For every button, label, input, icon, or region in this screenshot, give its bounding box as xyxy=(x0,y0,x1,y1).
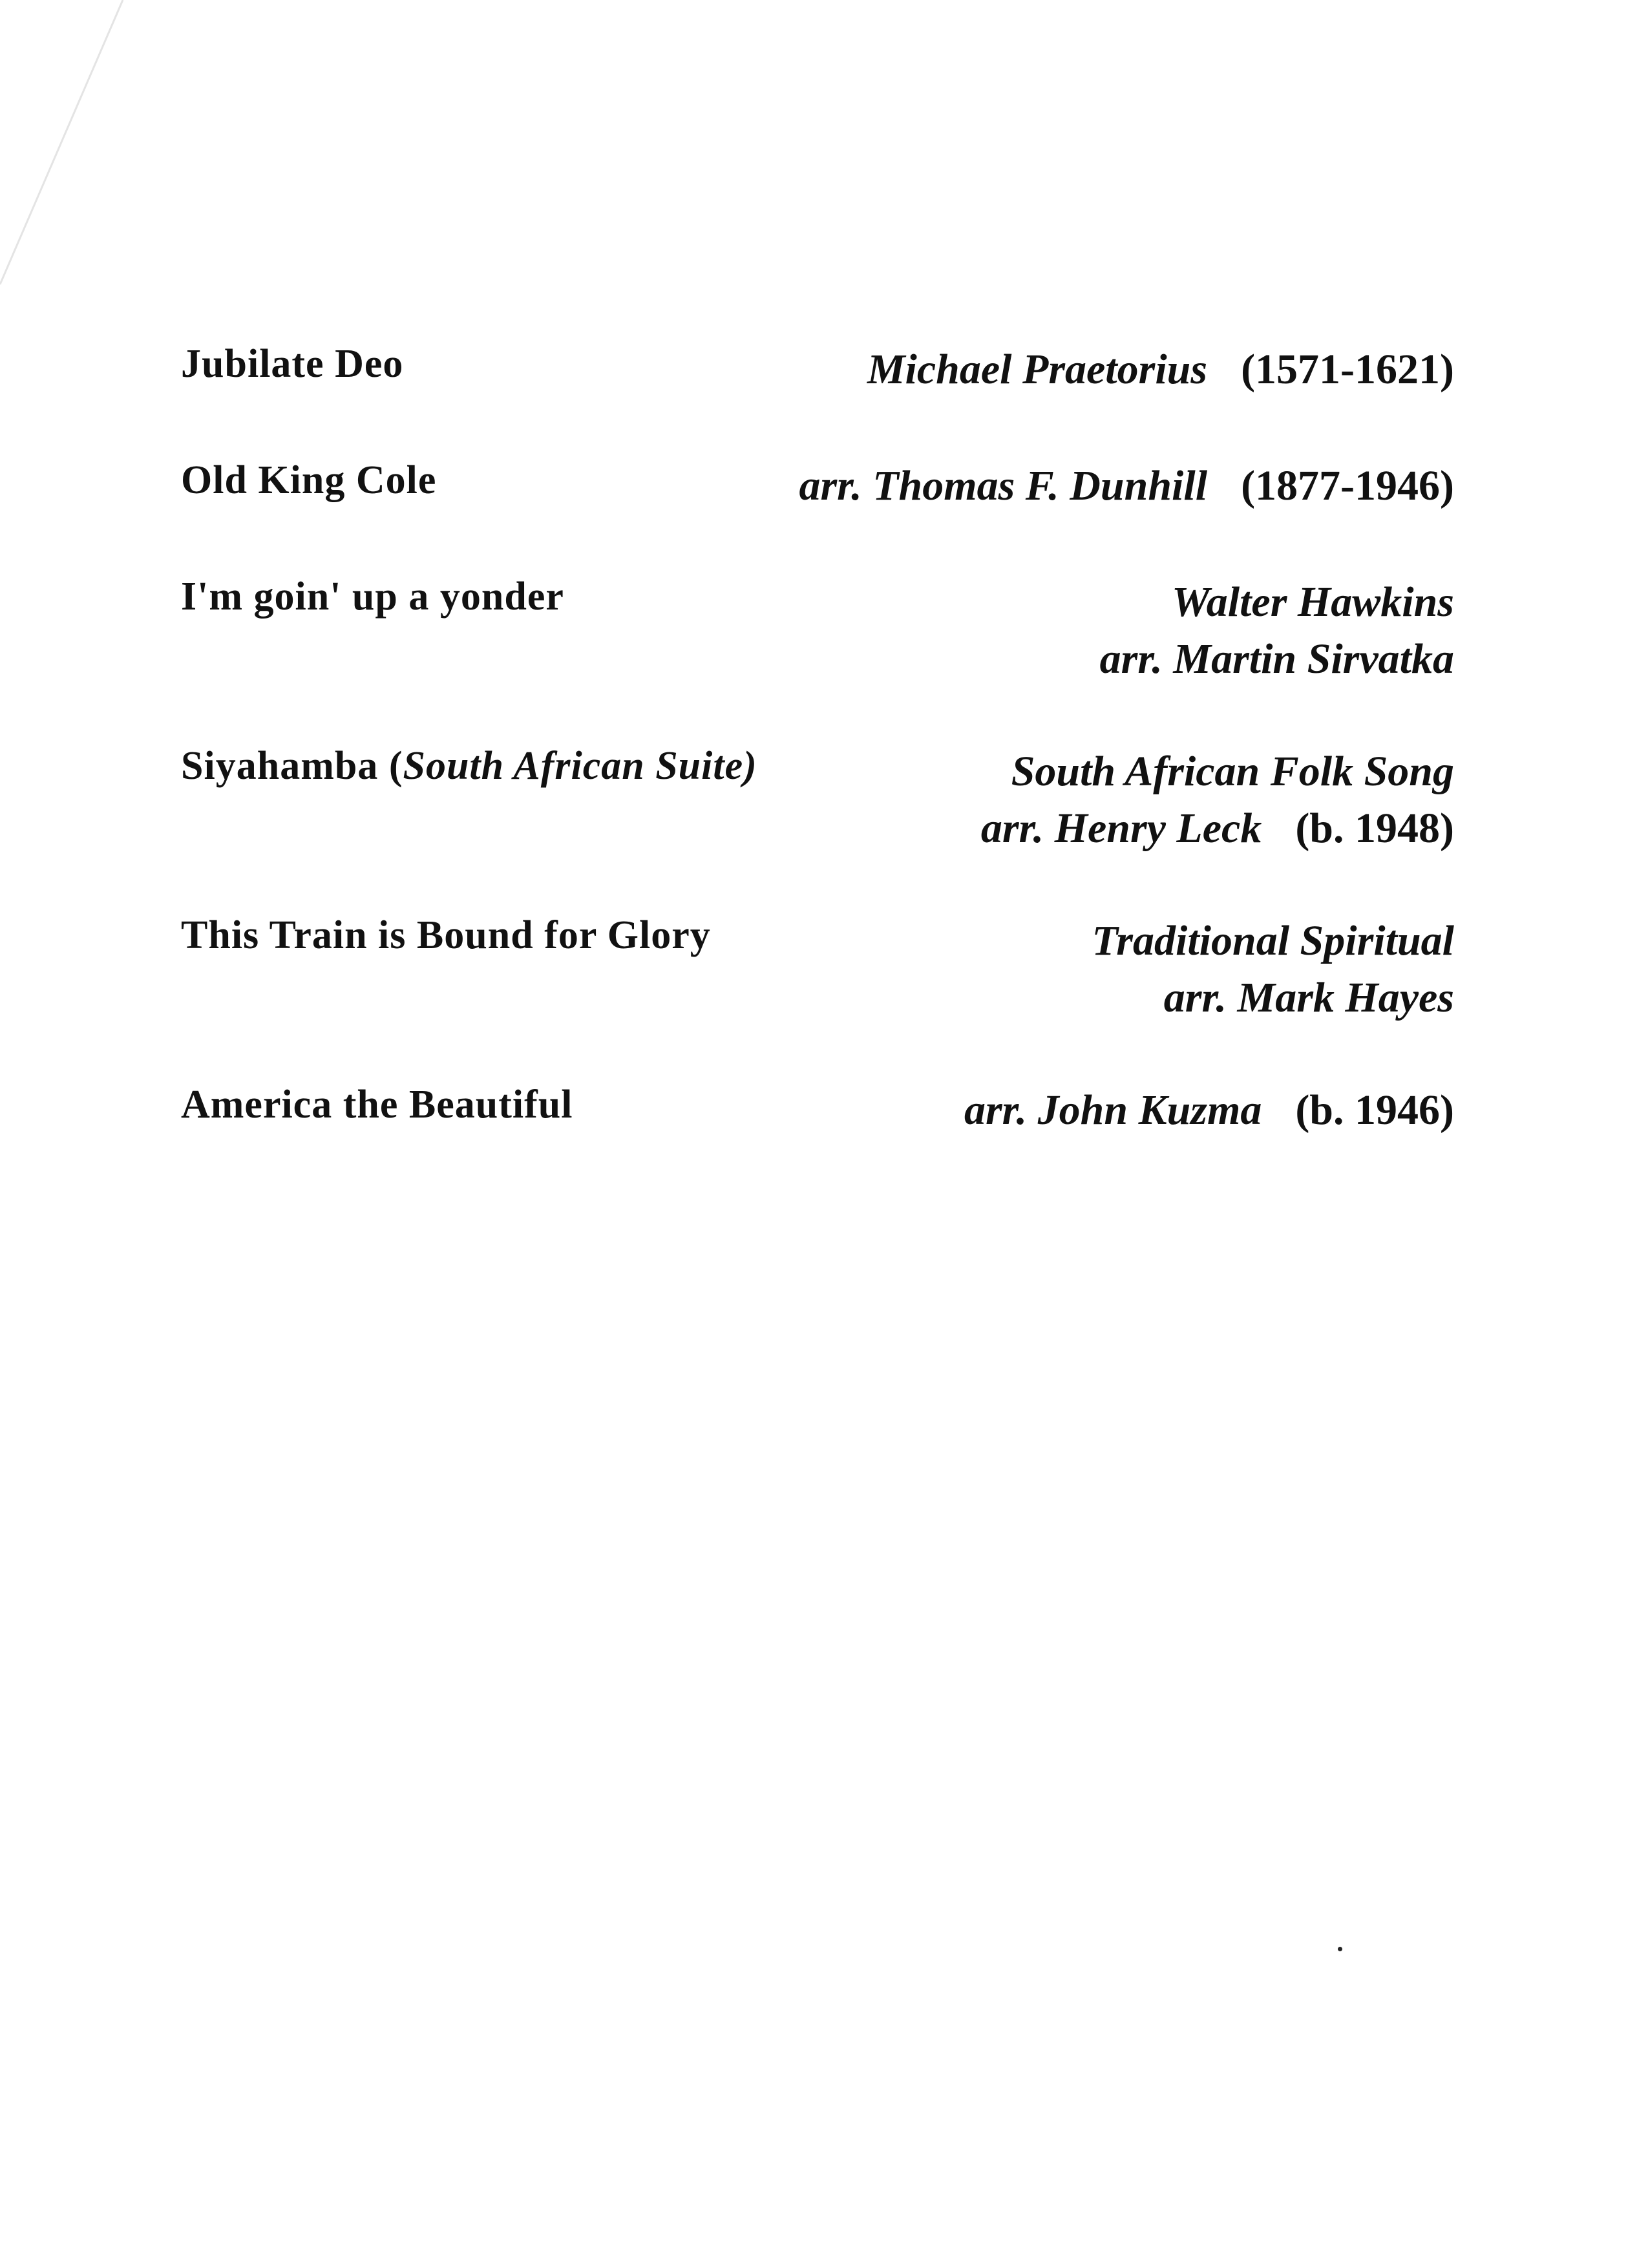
composer-name: South African Folk Song xyxy=(1011,748,1454,795)
program-entry xyxy=(181,1077,1454,1193)
arranger-dates: (b. 1946) xyxy=(1295,1086,1454,1134)
piece-credits xyxy=(1092,913,1454,1026)
composer-name: Walter Hawkins xyxy=(1171,578,1454,626)
piece-title: This Train is Bound for Glory xyxy=(181,913,711,957)
piece-credits xyxy=(799,458,1454,514)
arranger-name: arr. John Kuzma xyxy=(964,1086,1262,1134)
program-entry xyxy=(181,738,1454,907)
arranger-dates: (1877-1946) xyxy=(1241,462,1454,509)
credit-line xyxy=(981,743,1454,800)
piece-credits xyxy=(1100,574,1454,688)
credit-line xyxy=(1100,574,1454,631)
piece-subtitle: South African Suite) xyxy=(403,744,757,788)
piece-title: I'm goin' up a yonder xyxy=(181,575,564,619)
piece-title: America the Beautiful xyxy=(181,1083,573,1127)
program-list xyxy=(181,336,1454,1193)
credit-line xyxy=(964,1082,1454,1139)
credit-line xyxy=(1092,970,1454,1026)
piece-credits xyxy=(964,1082,1454,1139)
page-fold-line xyxy=(0,0,194,323)
arranger-name: arr. Henry Leck xyxy=(980,805,1262,852)
piece-title: Jubilate Deo xyxy=(181,342,404,386)
piece-credits xyxy=(867,341,1454,398)
arranger-dates: (b. 1948) xyxy=(1295,805,1454,852)
credit-line xyxy=(799,458,1454,514)
credit-line xyxy=(867,341,1454,398)
composer-name: Michael Praetorius xyxy=(867,346,1208,393)
program-entry xyxy=(181,907,1454,1077)
piece-title: Old King Cole xyxy=(181,458,437,502)
piece-credits xyxy=(981,743,1454,857)
composer-dates: (1571-1621) xyxy=(1241,346,1454,393)
arranger-name: arr. Mark Hayes xyxy=(1163,974,1454,1021)
program-entry xyxy=(181,336,1454,452)
credit-line xyxy=(981,800,1454,857)
program-entry xyxy=(181,452,1454,569)
program-entry xyxy=(181,569,1454,738)
arranger-name: arr. Thomas F. Dunhill xyxy=(799,462,1208,509)
arranger-name: arr. Martin Sirvatka xyxy=(1099,635,1454,683)
piece-title: Siyahamba (South African Suite) xyxy=(181,744,757,788)
ink-speck xyxy=(1338,1947,1342,1951)
composer-name: Traditional Spiritual xyxy=(1092,917,1454,964)
credit-line xyxy=(1092,913,1454,970)
credit-line xyxy=(1100,631,1454,688)
